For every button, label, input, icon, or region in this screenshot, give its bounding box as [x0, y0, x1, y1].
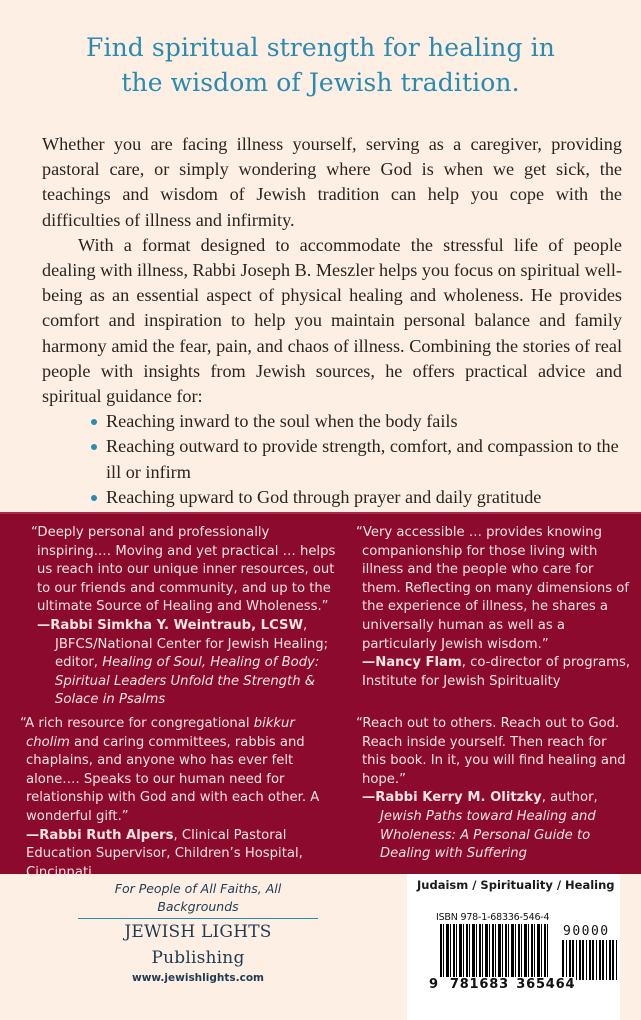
bullet-icon	[91, 495, 97, 501]
endorsement-alpers	[20, 715, 331, 882]
price-addon-code: 90000	[563, 924, 610, 939]
endorsement-attribution: —Rabbi Kerry M. Olitzky, author, Jewish Paths toward Healing and Wholeness: A Personal Guide to Dealing with Suffering	[362, 789, 632, 863]
barcode-panel	[407, 874, 620, 1020]
endorsement-text: “A rich resource for congregational bikkur cholim and caring committees, rabbis and chaplains, and anyone who has ever felt alone…. Speaks to our human need for relationship with God and with each other. A wonderful gift.”	[20, 716, 320, 824]
publisher-tagline: For People of All Faiths, All Backgrounds	[78, 880, 318, 919]
endorser-affiliation: JBFCS/National Center for Jewish Healing; editor, Healing of Soul, Healing of Body: Spiritual Leaders Unfold the Strength & Solace in Psalms	[55, 636, 329, 708]
description-paragraph-2: With a format designed to accommodate the stressful life of people dealing with illness, Rabbi Joseph B. Meszler helps you focus on spiritual well-being as an essential aspect of physical healing and wholeness. He provides comfort and inspiration to help you maintain personal balance and family harmony amid the fear, pain, and chaos of illness. Combining the stories of real people with insights from Jewish sources, he offers practical advice and spiritual guidance for:	[42, 234, 622, 407]
endorser-name: —Rabbi Simkha Y. Weintraub, LCSW	[37, 617, 304, 633]
endorsement-text: “Reach out to others. Reach out to God. Reach inside yourself. Then reach for this book. In it, you will find healing and hope.”	[356, 716, 626, 787]
endorsement-attribution	[26, 827, 331, 883]
publisher-website[interactable]: www.jewishlights.com	[132, 972, 264, 984]
endorser-affiliation: , co-director of programs, Institute for Jewish Spirituality	[362, 655, 631, 689]
publisher-name: JEWISH LIGHTS Publishing	[124, 922, 272, 968]
book-description	[42, 132, 622, 510]
headline-line-1: Find spiritual strength for healing in	[86, 33, 555, 62]
endorsement-flam	[356, 524, 632, 691]
book-title: Jewish Paths toward Healing and Wholeness: A Personal Guide to Dealing with Suffering	[380, 808, 596, 862]
endorser-name: —Rabbi Ruth Alpers	[26, 827, 174, 843]
description-paragraph-1: Whether you are facing illness yourself, serving as a caregiver, providing pastoral care, or simply wondering where God is when we get sick, the teachings and wisdom of Jewish tradition can help you cope with the difficulties of illness and infirmity.	[42, 134, 622, 230]
endorsement-attribution: —Rabbi Simkha Y. Weintraub, LCSW, JBFCS/National Center for Jewish Healing; editor, Healing of Soul, Healing of Body: Spiritual Leaders Unfold the Strength & Solace in Psalms	[37, 617, 337, 710]
barcode-digits: 9 781683 365464	[429, 977, 576, 992]
benefit-item: Reaching upward to God through prayer and daily gratitude	[90, 485, 622, 510]
endorser-affiliation	[362, 808, 632, 864]
endorsement-weintraub	[31, 524, 337, 710]
isbn-label: ISBN 978-1-68336-546-4	[436, 912, 550, 923]
bullet-icon	[91, 419, 97, 425]
endorsement-olitzky	[356, 715, 632, 864]
subject-category: Judaism / Spirituality / Healing	[417, 878, 615, 892]
publisher-block	[78, 880, 318, 985]
addon-barcode-icon	[562, 940, 617, 980]
headline-line-2: the wisdom of Jewish tradition.	[121, 68, 520, 97]
endorser-name: —Rabbi Kerry M. Olitzky	[362, 790, 542, 806]
benefit-item: Reaching inward to the soul when the body fails	[90, 409, 622, 434]
endorser-affiliation: , Clinical Pastoral Education Supervisor, Children’s Hospital, Cincinnati	[26, 827, 303, 880]
endorser-name: —Nancy Flam	[362, 655, 462, 671]
benefit-list	[42, 409, 622, 510]
headline	[0, 30, 641, 100]
book-title: Healing of Soul, Healing of Body: Spiritual Leaders Unfold the Strength & Solace in Psalms	[55, 655, 320, 708]
endorsement-attribution	[362, 654, 632, 691]
benefit-item: Reaching outward to provide strength, comfort, and compassion to the ill or infirm	[90, 434, 622, 484]
bullet-icon	[91, 444, 97, 450]
endorsement-text: “Very accessible … provides knowing companionship for those living with illness and the people who care for them. Reflecting on many dimensions of the experience of illness, he shares a universally human as well as a particularly Jewish wisdom.”	[356, 525, 629, 652]
endorsement-text: “Deeply personal and professionally inspiring.… Moving and yet practical … helps us reach into our unique inner resources, out to our friends and community, and up to the ultimate Source of Healing and Wholeness.”	[31, 525, 336, 615]
